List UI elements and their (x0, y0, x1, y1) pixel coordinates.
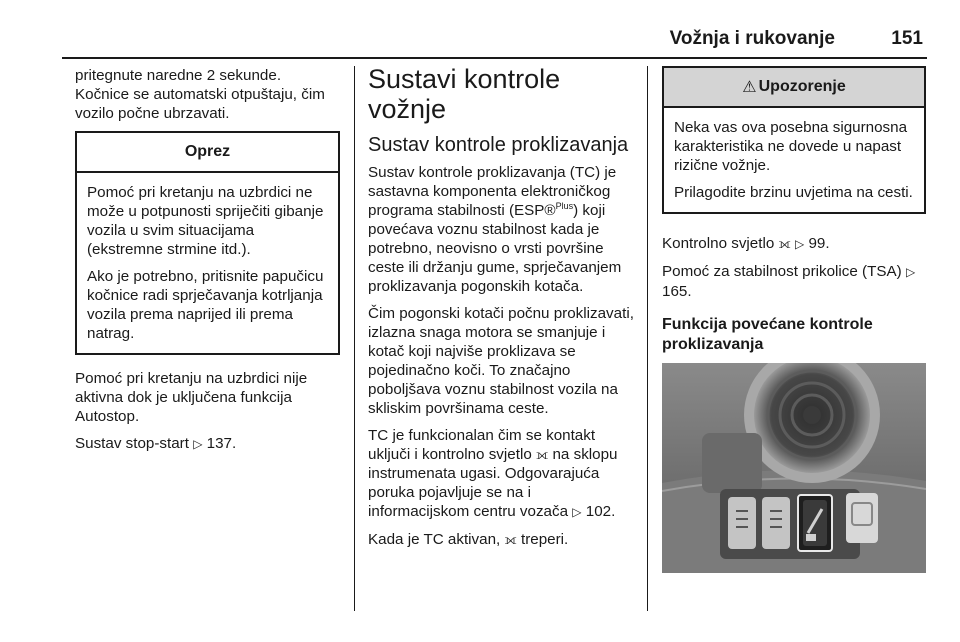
driver-info-page-link[interactable]: 102. (585, 503, 616, 520)
chapter-title: Vožnja i rukovanje (669, 28, 835, 49)
warning-box (662, 66, 926, 214)
intro-text-2: Kočnice se automatski otpuštaju, čim vozilo počne ubrzavati. (75, 86, 325, 122)
tc-p3-text-b: na sklopu instrumenata ugasi. Odgovarajuća poruka pojavljuje se na i informacijskom centru vozača (368, 446, 618, 520)
indicator-text: Kontrolno svjetlo (662, 235, 775, 252)
page-number: 151 (891, 28, 923, 49)
column-1 (75, 66, 340, 462)
warning-icon: ⚠ (742, 79, 757, 96)
indicator-page-link[interactable]: 99. (808, 235, 830, 252)
page-ref-icon: ▷ (193, 437, 203, 451)
tc-p1-text-a: Sustav kontrole proklizavanja (TC) je sastavna komponenta elektroničkog programa stabilnosti (ESP® (368, 164, 617, 219)
warning-paragraph-2: Prilagodite brzinu uvjetima na cesti. (674, 184, 913, 201)
tc-p1-text-b: ) koji povećava voznu stabilnost kada je potrebno, neovisno o vrsti površine ceste ili držanju gume, sprječavanjem proklizavanja pogonskih kotača. (368, 202, 622, 295)
page-header (62, 28, 927, 58)
page-ref-icon: ▷ (572, 505, 582, 519)
caution-paragraph-2: Ako je potrebno, pritisnite papučicu kočnice radi sprječavanja kotrljanja vozila prema naprijed ili prema natrag. (87, 268, 324, 342)
esp-plus-superscript: Plus (555, 200, 574, 211)
traction-control-icon: ⟗ (778, 235, 791, 251)
tsa-text: Pomoć za stabilnost prikolice (TSA) (662, 263, 902, 280)
autostop-paragraph: Pomoć pri kretanju na uzbrdici nije aktivna dok je uključena funkcija Autostop. (75, 370, 308, 425)
dashboard-switches-illustration (662, 363, 926, 573)
intro-text-1: pritegnute naredne 2 sekunde. (75, 67, 282, 84)
header-rule (62, 57, 927, 59)
traction-control-icon: ⟗ (536, 446, 549, 462)
tc-paragraph-3 (368, 426, 636, 522)
warning-header (664, 68, 924, 108)
subsection-heading: Sustav kontrole proklizavanja (368, 134, 629, 156)
tc-paragraph-4 (368, 530, 636, 549)
section-heading: Sustavi kontrole vožnje (368, 64, 561, 124)
tc-p4-text-a: Kada je TC aktivan, (368, 531, 501, 548)
tc-paragraph-2: Čim pogonski kotači počnu proklizavati, izlazna snaga motora se smanjuje i kotač koji najviše proklizava se pojedinačno koči. To značajno poboljšava voznu stabilnost vozila na skliskim površinama ceste. (368, 305, 634, 417)
stop-start-reference (75, 434, 340, 454)
traction-control-icon: ⟗ (504, 531, 517, 547)
caution-box (75, 131, 340, 355)
dashboard-switch-photo (662, 363, 926, 573)
column-divider-2 (647, 66, 648, 611)
page-ref-icon: ▷ (905, 265, 916, 279)
caution-paragraph-1: Pomoć pri kretanju na uzbrdici ne može u potpunosti spriječiti gibanje vozila u svim situacijama (ekstremne strmine itd.). (87, 184, 324, 258)
column-2 (368, 66, 636, 557)
warning-title: Upozorenje (758, 78, 846, 95)
extended-tc-heading: Funkcija povećane kontrole proklizavanja (662, 316, 873, 353)
column-divider-1 (354, 66, 355, 611)
warning-paragraph-1: Neka vas ova posebna sigurnosna karakteristika ne dovede u napast rizične vožnje. (674, 119, 908, 174)
stop-start-text: Sustav stop-start (75, 435, 189, 452)
page-ref-icon: ▷ (795, 237, 805, 251)
tc-paragraph-1 (368, 163, 636, 296)
tc-p4-text-b: treperi. (520, 531, 569, 548)
column-3 (662, 66, 926, 573)
tsa-reference (662, 262, 926, 301)
indicator-reference (662, 234, 926, 254)
stop-start-page-link[interactable]: 137. (206, 435, 237, 452)
caution-title: Oprez (77, 133, 338, 173)
tsa-page-link[interactable]: 165. (662, 283, 692, 300)
tc-p3-text-a: TC je funkcionalan čim se kontakt uključi i kontrolno svjetlo (368, 427, 596, 463)
